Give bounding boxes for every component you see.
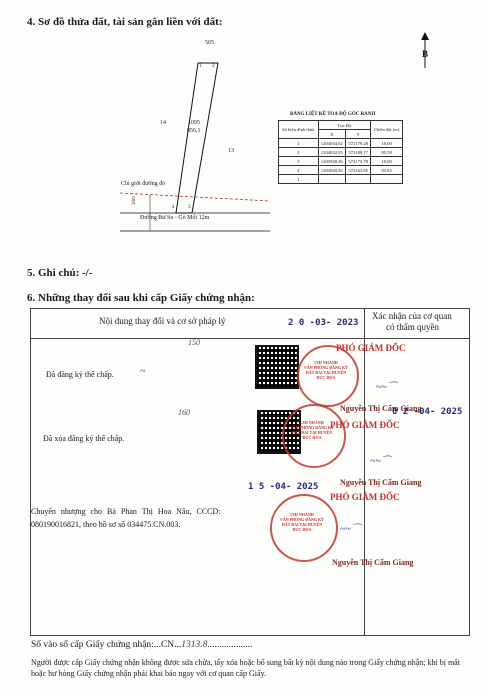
coord-x (318, 175, 346, 184)
coord-point: 1 (279, 175, 319, 184)
entry-1-title-stamp: PHÓ GIÁM ĐỐC (336, 343, 406, 353)
col-header-confirm-1: Xác nhận của cơ quan (372, 311, 452, 321)
coord-x: 1204032,55 (318, 148, 346, 157)
header-divider (31, 338, 469, 339)
seal-line: ĐỨC HÒA (302, 435, 322, 440)
seal-line: ĐẤT ĐAI TẠI HUYỆN (291, 430, 333, 435)
table-row (279, 166, 403, 175)
coord-x: 1204034,02 (318, 139, 346, 148)
section-5-title: 5. Ghi chú: -/- (27, 267, 93, 279)
section-6-title: 6. Những thay đổi sau khi cấp Giấy chứng nhận: (27, 292, 255, 304)
table-row (279, 139, 403, 148)
entry-3-text-line-2: 080190016821, theo hồ sơ số 034475.CN.003. (31, 520, 181, 529)
entry-2-text: Đã xóa đăng ký thế chấp. (43, 434, 125, 443)
seal-line: CHI NHÁNH (290, 512, 314, 517)
seal-1-text (300, 360, 352, 380)
registry-handwritten: 1313.8 (181, 640, 208, 650)
coord-header-coords: Tọa Độ (318, 121, 371, 130)
north-label: B (422, 49, 429, 59)
entry-3-signer: Nguyễn Thị Cẩm Giang (332, 558, 414, 567)
seal-line: ĐẤT ĐAI TẠI HUYỆN (281, 522, 323, 527)
coord-point: 4 (279, 166, 319, 175)
coord-table-title: BẢNG LIỆT KÊ TOẠ ĐỘ GÓC RANH (290, 112, 376, 117)
entry-1-date-stamp: 2 0 -03- 2023 (288, 318, 359, 328)
section-4-title: 4. Sơ đồ thửa đất, tài sản gắn liền với đất: (27, 16, 223, 28)
coord-edge: 10,00 (371, 139, 403, 148)
parcel-right-number: 13 (228, 148, 234, 154)
hand-note-1: 150 (188, 338, 200, 347)
table-row (279, 148, 403, 157)
seal-line: CHI NHÁNH (300, 420, 324, 425)
coord-table (278, 120, 403, 184)
coord-header-y: Y (346, 130, 371, 139)
corner-label-2: 2 (212, 64, 215, 69)
parcel-left-number: 14 (160, 120, 166, 126)
coord-x: 1203949,56 (318, 166, 346, 175)
coord-point: 1 (279, 139, 319, 148)
coord-x: 1203948,36 (318, 157, 346, 166)
seal-line: VĂN PHÒNG ĐĂNG KÝ (289, 425, 335, 430)
entry-3-date-stamp: 1 5 -04- 2025 (248, 482, 319, 492)
qr-code-1 (255, 345, 299, 389)
seal-line: CHI NHÁNH (314, 360, 338, 365)
coord-point: 3 (279, 157, 319, 166)
coord-edge: 85,85 (371, 166, 403, 175)
footer-note: Người được cấp Giấy chứng nhận không được sửa chữa, tẩy xóa hoặc bổ sung bất kỳ nội dung nào trong Giấy chứng nhận; khi bị mất hoặc hư hỏng Giấy chứng nhận phải khai báo ngay với cơ quan cấp Giấy. (31, 658, 460, 678)
coord-header-edge: Chiều dài (m) (371, 121, 403, 139)
coord-point: 2 (279, 148, 319, 157)
corner-label-3: 3 (188, 205, 191, 210)
entry-1-text: Đã đăng ký thế chấp. (46, 370, 114, 379)
seal-line: ĐỨC HÒA (292, 527, 312, 532)
parcel-top-number: 505 (205, 40, 214, 46)
entry-1-signer: Nguyễn Thị Cẩm Giang (340, 404, 422, 413)
coord-y: 572179,28 (346, 139, 371, 148)
road-width-label: 10m (131, 196, 137, 205)
entry-2-date-stamp: 0 2 -04- 2025 (392, 407, 463, 417)
road-label: Đường Bư Su - Gò Mối 12m (140, 215, 210, 221)
coord-y (346, 175, 371, 184)
entry-3-title-stamp: PHÓ GIÁM ĐỐC (330, 492, 400, 502)
entry-2-signature: ~~⌒ (370, 456, 391, 467)
coord-y: 572163,85 (346, 166, 371, 175)
seal-line: ĐẤT ĐAI TẠI HUYỆN (305, 370, 347, 375)
coord-header-point: Số hiệu đỉnh thửa (279, 121, 319, 139)
entry-2-title-stamp: PHÓ GIÁM ĐỐC (330, 420, 400, 430)
entry-1-signature: ~~⌒ (376, 382, 397, 393)
entry-3-text-line-1: Chuyển nhượng cho Bà Phan Thị Hoa Nâu, CCCD: (31, 507, 221, 516)
coord-y: 572189,17 (346, 148, 371, 157)
seal-line: ĐỨC HÒA (316, 375, 336, 380)
coord-header-x: X (318, 130, 346, 139)
coord-edge (371, 175, 403, 184)
registry-line (31, 640, 253, 650)
coord-edge: 85,58 (371, 148, 403, 157)
seal-3-text (276, 512, 328, 532)
coord-edge: 10,00 (371, 157, 403, 166)
table-row (279, 157, 403, 166)
parcel-id: 1095 (188, 120, 200, 126)
corner-label-1: 1 (199, 64, 202, 69)
table-row (279, 175, 403, 184)
entry-3-signature: ~~⌒ (340, 524, 361, 535)
col-header-content: Nội dung thay đổi và cơ sở pháp lý (99, 316, 226, 326)
entry-2-signer: Nguyễn Thị Cẩm Giang (340, 478, 422, 487)
coord-y: 572173,78 (346, 157, 371, 166)
column-divider (364, 309, 365, 635)
seal-line: VĂN PHÒNG ĐĂNG KÝ (279, 517, 325, 522)
changes-table (30, 308, 470, 636)
parcel-area: 856,1 (187, 128, 201, 134)
registry-dots: ................... (207, 640, 253, 650)
registry-label: Số vào sổ cấp Giấy chứng nhận:...CN... (31, 640, 182, 650)
col-header-confirm-2: có thẩm quyền (386, 322, 439, 332)
entry-1-initial: ~ (140, 366, 146, 377)
corner-label-4: 4 (172, 205, 175, 210)
boundary-label: Chỉ giới đường đỏ (121, 181, 166, 187)
seal-line: VĂN PHÒNG ĐĂNG KÝ (303, 365, 349, 370)
hand-note-2: 160 (178, 408, 190, 417)
